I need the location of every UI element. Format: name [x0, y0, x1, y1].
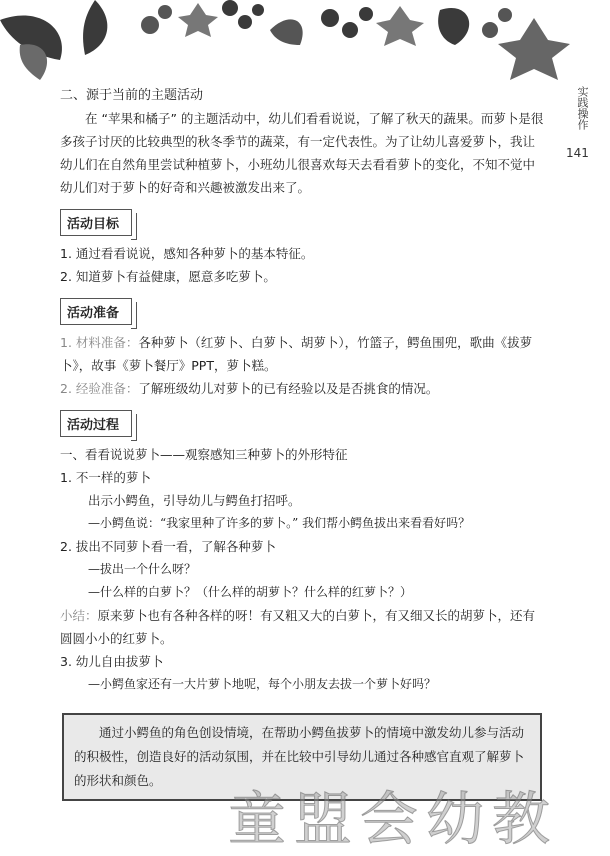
- step1-line: 出示小鳄鱼，引导幼儿与鳄鱼打招呼。: [88, 493, 301, 508]
- step2-dialog: —拔出一个什么呀？: [88, 562, 197, 576]
- step1-dialog: —小鳄鱼说：“我家里种了许多的萝卜。” 我们帮小鳄鱼拔出来看看好吗？: [88, 516, 471, 530]
- material-text: 各种萝卜（红萝卜、白萝卜、胡萝卜），竹篮子，鳄鱼围兜，歌曲《拔萝卜》，故事《萝卜餐厅》PPT，萝卜糕。: [60, 335, 533, 373]
- prep-material: [60, 331, 546, 377]
- experience-text: 了解班级幼儿对萝卜的已有经验以及是否挑食的情况。: [138, 381, 439, 396]
- prep-title: 活动准备: [60, 298, 132, 325]
- watermark: 童盟会幼教: [228, 785, 559, 853]
- leaf-decoration: [0, 0, 610, 90]
- process-part1-heading: 一、看看说说萝卜——观察感知三种萝卜的外形特征: [60, 447, 348, 462]
- goals-title: 活动目标: [60, 209, 132, 236]
- step2-dialog: —什么样的白萝卜？（什么样的胡萝卜？什么样的红萝卜？）: [88, 585, 413, 599]
- process-title: 活动过程: [60, 410, 132, 437]
- material-label: 1. 材料准备：: [60, 335, 139, 350]
- summary-text: 原来萝卜也有各种各样的呀！有又粗又大的白萝卜，有又细又长的胡萝卜，还有圆圆小小的红萝卜。: [60, 608, 536, 646]
- goal-item: 1. 通过看看说说，感知各种萝卜的基本特征。: [60, 246, 314, 261]
- goal-item: 2. 知道萝卜有益健康，愿意多吃萝卜。: [60, 269, 276, 284]
- section-heading: 二、源于当前的主题活动: [60, 88, 204, 103]
- intro-paragraph: 在 “苹果和橘子” 的主题活动中，幼儿们看看说说，了解了秋天的蔬果。而萝卜是很多孩子讨厌的比较典型的秋冬季节的蔬菜，有一定代表性。为了让幼儿喜爱萝卜，我让幼儿们在自然角里尝试种植萝卜，小班幼儿很喜欢每天去看看萝卜的变化，不知不觉中幼儿们对于萝卜的好奇和兴趣被激发出来了。: [60, 111, 544, 195]
- page-number: 141: [566, 146, 589, 160]
- step3-dialog: —小鳄鱼家还有一大片萝卜地呢，每个小朋友去拔一个萝卜好吗？: [88, 677, 437, 691]
- summary-label: 小结：: [60, 608, 98, 623]
- side-tab: 实践操作: [576, 86, 589, 130]
- summary: [60, 604, 546, 650]
- step3-title: 3. 幼儿自由拔萝卜: [60, 654, 164, 669]
- experience-label: 2. 经验准备：: [60, 381, 139, 396]
- prep-experience: [60, 377, 546, 400]
- step1-title: 1. 不一样的萝卜: [60, 470, 151, 485]
- step2-title: 2. 拔出不同萝卜看一看，了解各种萝卜: [60, 539, 276, 554]
- note-box: 通过小鳄鱼的角色创设情境，在帮助小鳄鱼拔萝卜的情境中激发幼儿参与活动的积极性，创造良好的活动氛围，并在比较中引导幼儿通过各种感官直观了解萝卜的形状和颜色。: [62, 713, 542, 801]
- page-content: [60, 80, 546, 696]
